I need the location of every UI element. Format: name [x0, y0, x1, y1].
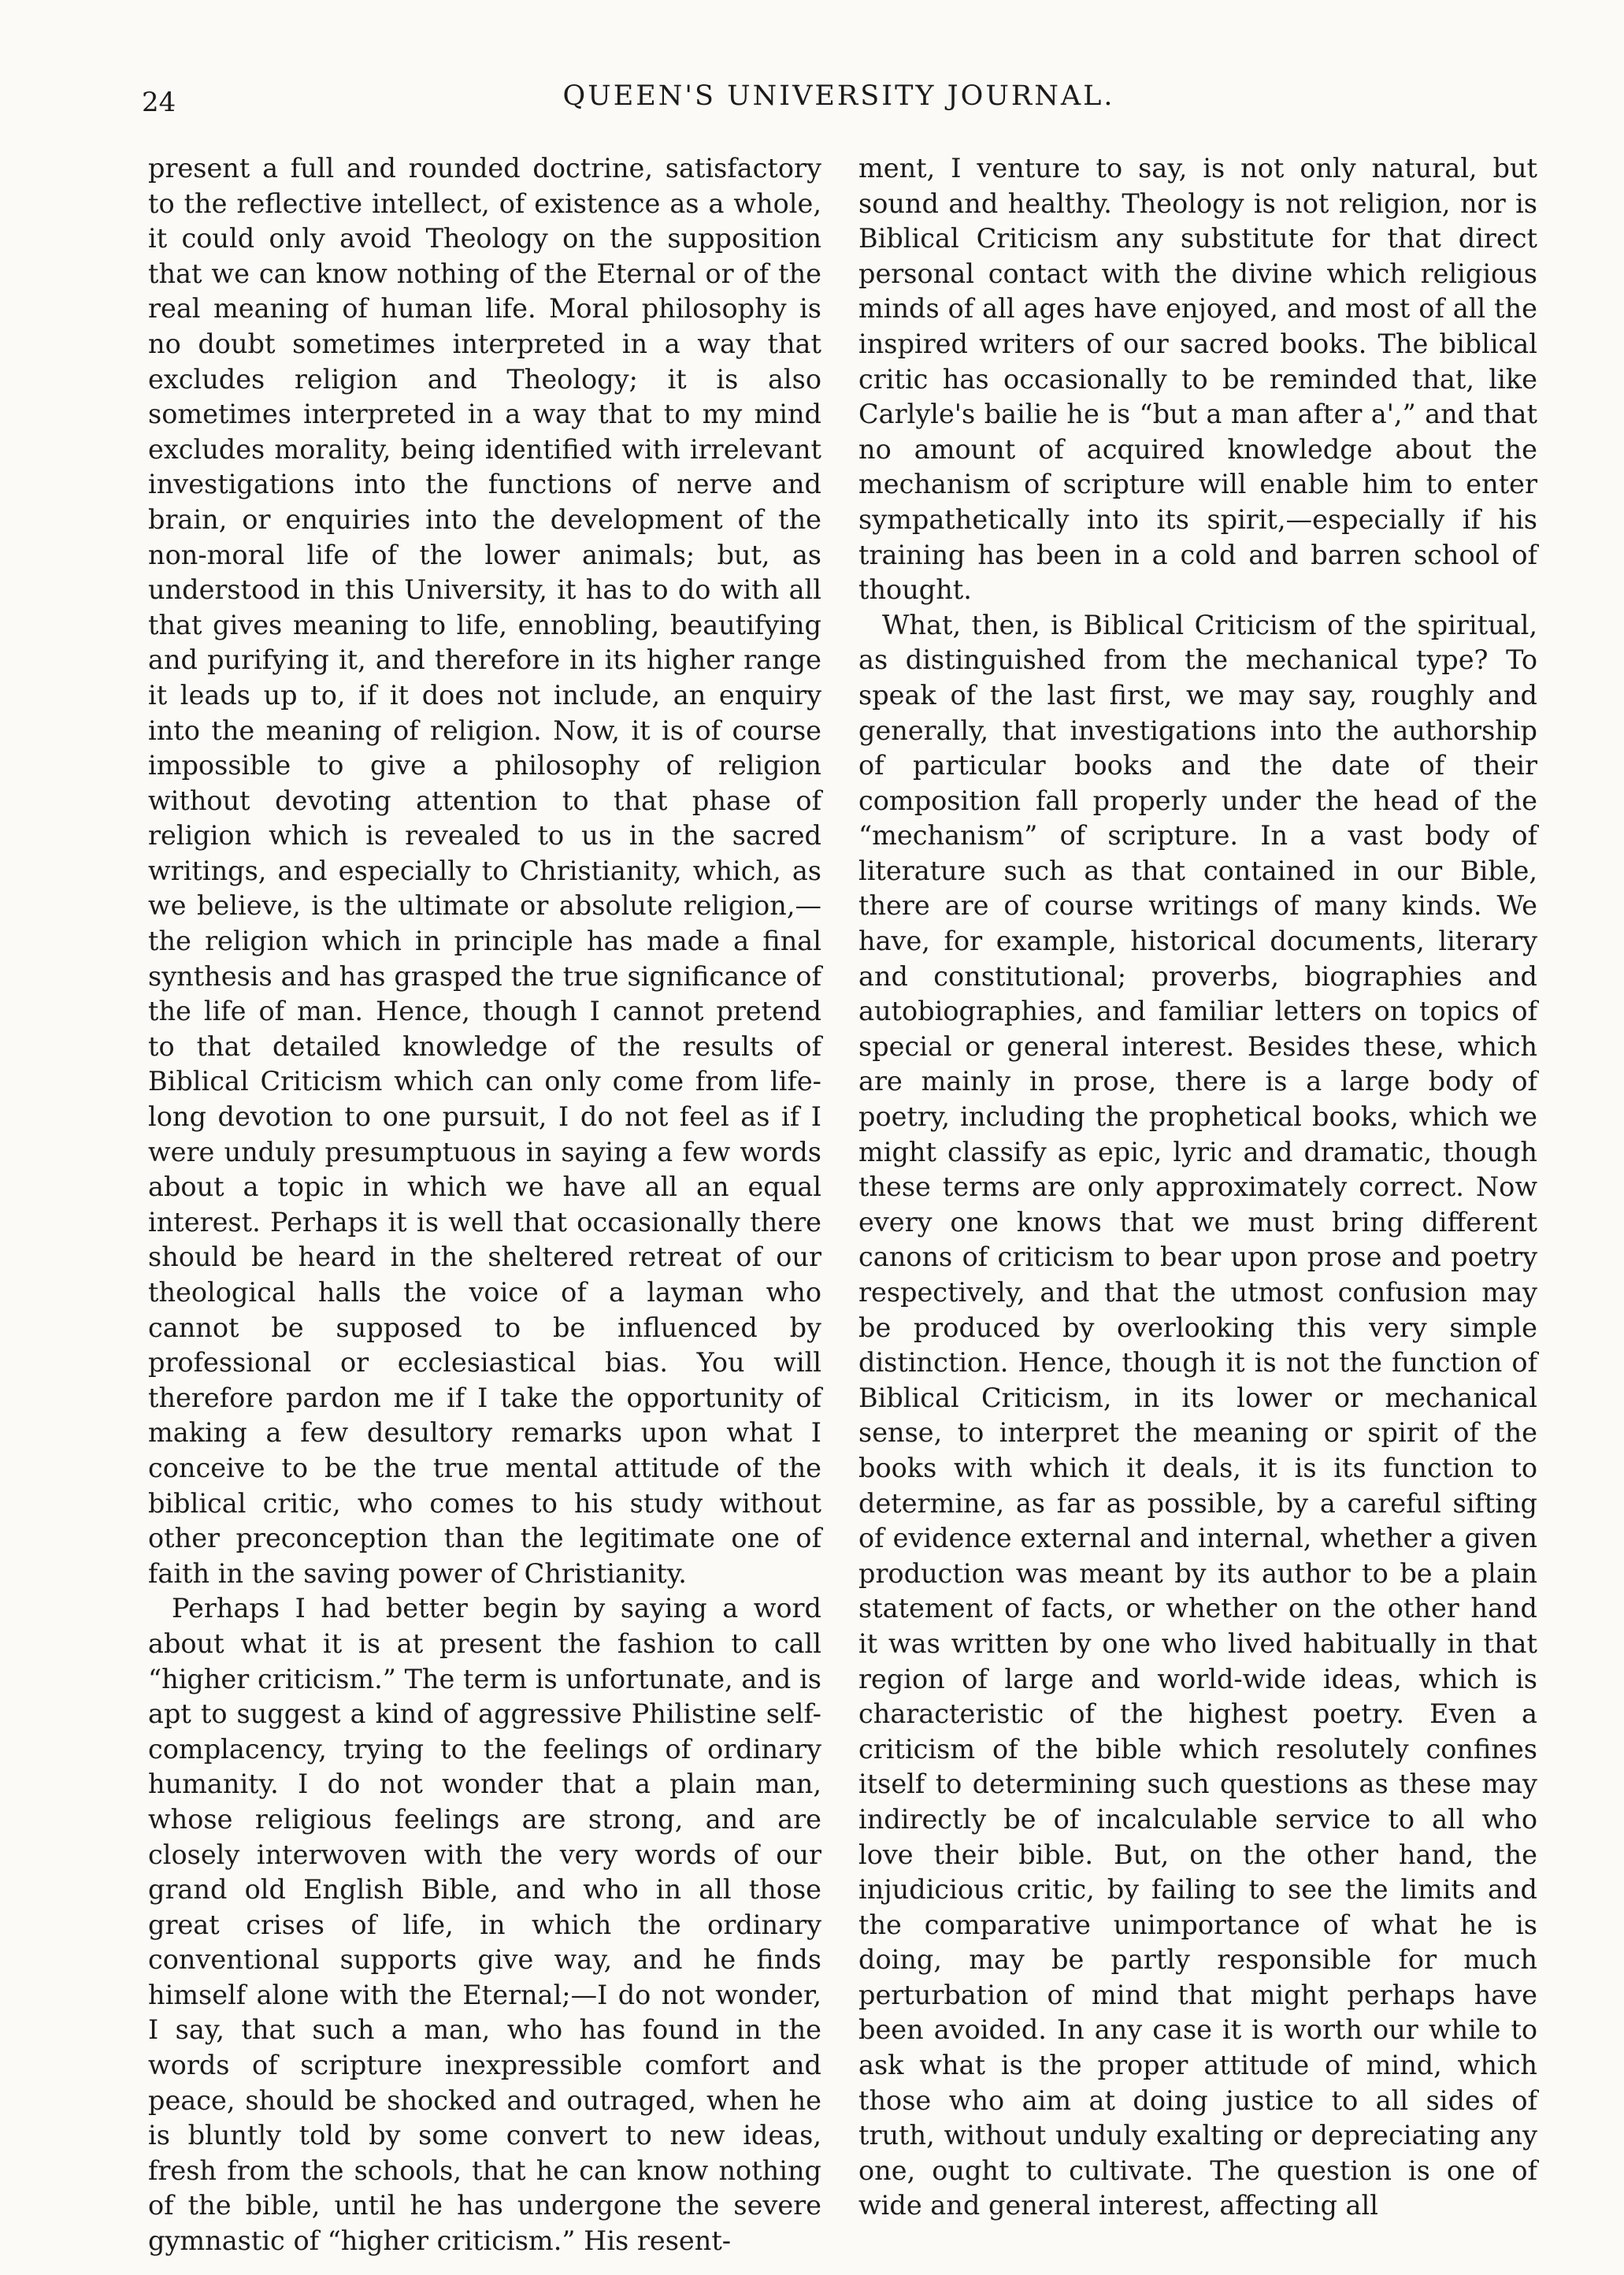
page-number: 24 [142, 87, 176, 118]
journal-title: QUEEN'S UNIVERSITY JOURNAL. [562, 80, 1115, 112]
page-header [142, 80, 1536, 128]
right-column [858, 151, 1537, 2224]
paragraph: Perhaps I had better begin by saying a word about what it is at present the fashion to call “higher criticism.” The term is unfortunate, and is apt to suggest a kind of aggressive Philistine self-complacency, trying to the feelings of ordinary humanity. I do not wonder that a plain man, whose religious feelings are strong, and are closely interwoven with the very words of our grand old English Bible, and who in all those great crises of life, in which the ordinary conventional supports give way, and he finds himself alone with the Eternal;—I do not wonder, I say, that such a man, who has found in the words of scripture inexpressible comfort and peace, should be shocked and outraged, when he is bluntly told by some convert to new ideas, fresh from the schools, that he can know nothing of the bible, until he has undergone the severe gymnastic of “higher criticism.” His resent- [148, 1593, 821, 2257]
paragraph: present a full and rounded doctrine, satisfactory to the reflective intellect, of existence as a whole, it could only avoid Theology on the supposition that we can know nothing of the Eternal or of the real meaning of human life. Moral philosophy is no doubt sometimes interpreted in a way that excludes religion and Theology; it is also sometimes interpreted in a way that to my mind excludes morality, being identified with irrelevant investigations into the functions of nerve and brain, or enquiries into the development of the non-moral life of the lower animals; but, as understood in this University, it has to do with all that gives meaning to life, ennobling, beautifying and purifying it, and therefore in its higher range it leads up to, if it does not include, an enquiry into the meaning of religion. Now, it is of course impossible to give a philosophy of religion without devoting attention to that phase of religion which is revealed to us in the sacred writings, and especially to Christianity, which, as we believe, is the ultimate or absolute religion,—the religion which in principle has made a final synthesis and has grasped the true significance of the life of man. Hence, though I cannot pretend to that detailed knowledge of the results of Biblical Criticism which can only come from life-long devotion to one pursuit, I do not feel as if I were unduly presumptuous in saying a few words about a topic in which we have all an equal interest. Perhaps it is well that occasionally there should be heard in the sheltered retreat of our theological halls the voice of a layman who cannot be supposed to be influenced by professional or ecclesiastical bias. You will therefore pardon me if I take the opportunity of making a few desultory remarks upon what I conceive to be the true mental attitude of the biblical critic, who comes to his study without other preconception than the legitimate one of faith in the saving power of Christianity. [148, 153, 821, 1589]
left-column [148, 151, 821, 2259]
paragraph: What, then, is Biblical Criticism of the spiritual, as distinguished from the mechanical type? To speak of the last first, we may say, roughly and generally, that investigations into the authorship of particular books and the date of their composition fall properly under the head of the “mechanism” of scripture. In a vast body of literature such as that contained in our Bible, there are of course writings of many kinds. We have, for example, historical documents, literary and constitutional; proverbs, biographies and autobiographies, and familiar letters on topics of special or general interest. Besides these, which are mainly in prose, there is a large body of poetry, including the prophetical books, which we might classify as epic, lyric and dramatic, though these terms are only approximately correct. Now every one knows that we must bring different canons of criticism to bear upon prose and poetry respectively, and that the utmost confusion may be produced by overlooking this very simple distinction. Hence, though it is not the function of Biblical Criticism, in its lower or mechanical sense, to interpret the meaning or spirit of the books with which it deals, it is its function to determine, as far as possible, by a careful sifting of evidence external and internal, whether a given production was meant by its author to be a plain statement of facts, or whether on the other hand it was written by one who lived habitually in that region of large and world-wide ideas, which is characteristic of the highest poetry. Even a criticism of the bible which resolutely confines itself to determining such questions as these may indirectly be of incalculable service to all who love their bible. But, on the other hand, the injudicious critic, by failing to see the limits and the comparative unimportance of what he is doing, may be partly responsible for much perturbation of mind that might perhaps have been avoided. In any case it is worth our while to ask what is the proper attitude of mind, which those who aim at doing justice to all sides of truth, without unduly exalting or depreciating any one, ought to cultivate. The question is one of wide and general interest, affecting all [858, 609, 1537, 2221]
paragraph: ment, I venture to say, is not only natural, but sound and healthy. Theology is not religion, nor is Biblical Criticism any substitute for that direct personal contact with the divine which religious minds of all ages have enjoyed, and most of all the inspired writers of our sacred books. The biblical critic has occasionally to be reminded that, like Carlyle's bailie he is “but a man after a',” and that no amount of acquired knowledge about the mechanism of scripture will enable him to enter sympathetically into its spirit,—especially if his training has been in a cold and barren school of thought. [858, 153, 1537, 606]
